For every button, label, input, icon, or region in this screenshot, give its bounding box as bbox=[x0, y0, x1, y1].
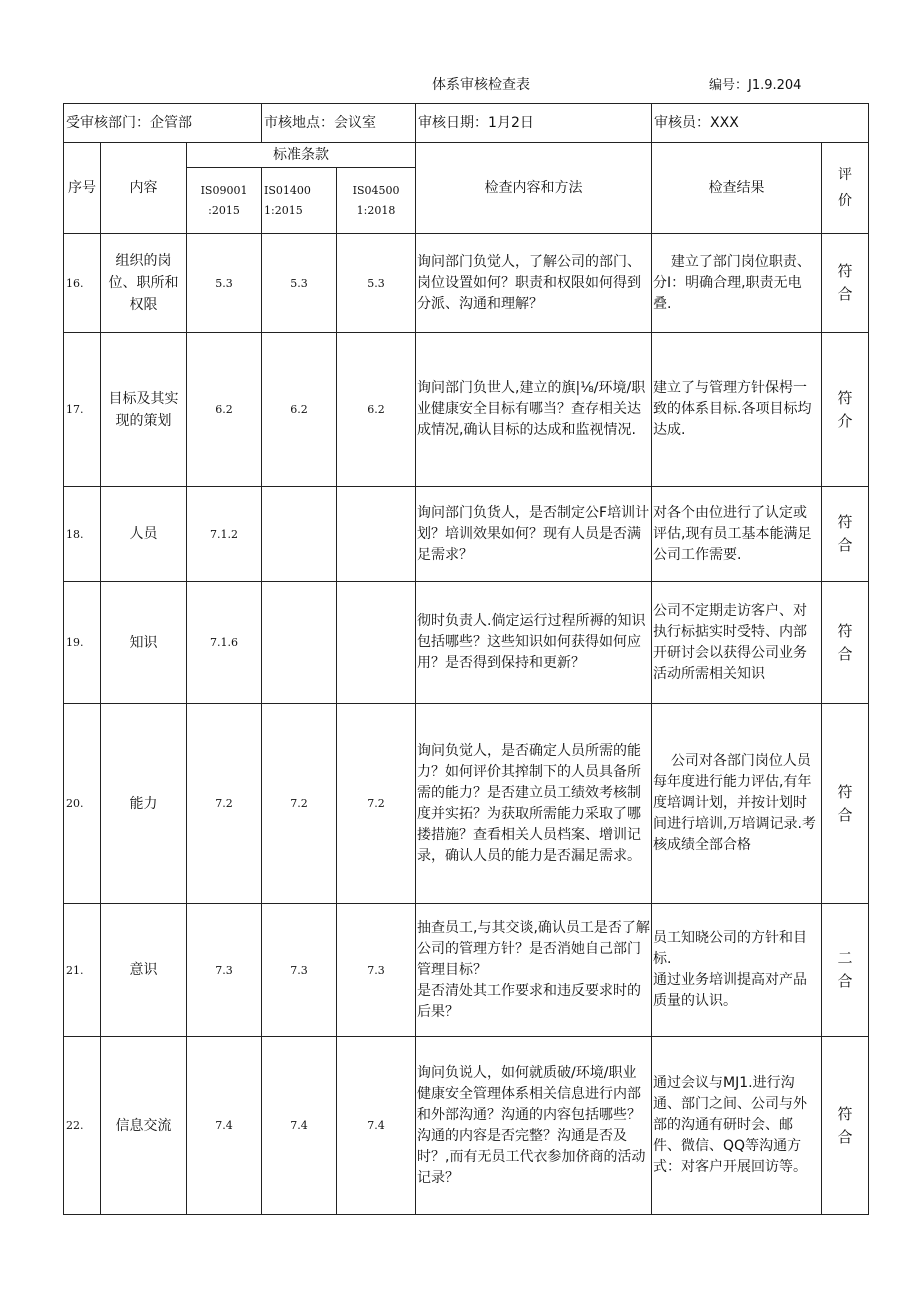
header-eval: 评 价 bbox=[822, 143, 869, 234]
audit-date: 审核日期：1月2日 bbox=[416, 104, 652, 143]
row-iso14001: 7.4 bbox=[262, 1037, 337, 1215]
row-result: 公司对各部门岗位人员每年度进行能力评估,有年度培调计划，并按计划时间进行培训,万培调记录.考核成绩全部合格 bbox=[652, 704, 822, 904]
table-row bbox=[64, 234, 869, 333]
header-iso45001: IS04500 1:2018 bbox=[337, 168, 416, 234]
auditor: 审核员：XXX bbox=[652, 104, 869, 143]
row-method: 询问部门负世人,建立的旗|⅛∕环境/职业健康安全目标有哪当？查存相关达成情况,确认目标的达成和监视情况. bbox=[416, 333, 652, 487]
row-iso14001: 5.3 bbox=[262, 234, 337, 333]
row-method: 询问负说人，如何就质破/环境/职业健康安全管理体系相关信息进行内部和外部沟通？沟通的内容包括哪些？沟通的内容是否完整？沟通是否及时？,而有无员工代衣参加侪商的活动记录？ bbox=[416, 1037, 652, 1215]
row-iso45001: 7.4 bbox=[337, 1037, 416, 1215]
row-iso9001: 7.2 bbox=[187, 704, 262, 904]
row-method: 抽查员工,与其交谈,确认员工是否了解公司的管理方针？是否消她自己部门管理目标？ 是否清处其工作要求和违反要求时的后果？ bbox=[416, 904, 652, 1037]
row-result: 对各个由位进行了认定或评估,现有员工基本能满足公司工作需要. bbox=[652, 487, 822, 582]
audit-checklist-table bbox=[63, 103, 869, 1215]
row-iso45001: 7.3 bbox=[337, 904, 416, 1037]
table-row bbox=[64, 1037, 869, 1215]
row-eval: 符 介 bbox=[822, 333, 869, 487]
header-standard: 标准条款 bbox=[187, 143, 416, 168]
row-iso14001: 7.2 bbox=[262, 704, 337, 904]
row-result: 通过会议与MJ1.进行沟通、部门之间、公司与外部的沟通有研时会、邮件、微信、QQ等沟通方式：对客户开展回访等。 bbox=[652, 1037, 822, 1215]
row-content: 信息交流 bbox=[101, 1037, 187, 1215]
row-result: 公司不定期走访客户、对执行标掂实时受特、内部开研讨会以获得公司业务活动所需相关知识 bbox=[652, 582, 822, 704]
table-row bbox=[64, 582, 869, 704]
page-title: 体系审核检查表 bbox=[432, 77, 530, 93]
row-method: 询问部门负货人，是否制定公F培训计划？培训效果如何？现有人员是否满足需求？ bbox=[416, 487, 652, 582]
row-seq: 18. bbox=[64, 487, 101, 582]
row-eval: 符 合 bbox=[822, 582, 869, 704]
row-iso45001: 6.2 bbox=[337, 333, 416, 487]
info-row bbox=[64, 104, 869, 143]
row-method: 彻时负责人.倘定运行过程所褥的知识包括哪些？这些知识如何获得如何应用？是否得到保持和更新？ bbox=[416, 582, 652, 704]
row-seq: 16. bbox=[64, 234, 101, 333]
row-result: 建立了部门岗位职责、分I：明确合理,职责无电叠. bbox=[652, 234, 822, 333]
table-row bbox=[64, 333, 869, 487]
row-iso9001: 6.2 bbox=[187, 333, 262, 487]
row-content: 知识 bbox=[101, 582, 187, 704]
row-iso45001: 5.3 bbox=[337, 234, 416, 333]
row-eval: 二 合 bbox=[822, 904, 869, 1037]
row-seq: 22. bbox=[64, 1037, 101, 1215]
header-iso9001: IS09001 :2015 bbox=[187, 168, 262, 234]
row-content: 组织的岗 位、职所和 权限 bbox=[101, 234, 187, 333]
row-result: 员工知晓公司的方针和目标. 通过业务培训提高对产品质量的认识。 bbox=[652, 904, 822, 1037]
row-eval: 符 合 bbox=[822, 487, 869, 582]
row-iso9001: 7.4 bbox=[187, 1037, 262, 1215]
row-iso9001: 7.1.6 bbox=[187, 582, 262, 704]
audit-location: 市核地点：会议室 bbox=[262, 104, 416, 143]
row-iso45001 bbox=[337, 582, 416, 704]
row-iso45001 bbox=[337, 487, 416, 582]
row-result: 建立了与管理方针保枵一致的体系目标.各项目标均达成. bbox=[652, 333, 822, 487]
row-seq: 20. bbox=[64, 704, 101, 904]
row-content: 目标及其实 现的策划 bbox=[101, 333, 187, 487]
table-row bbox=[64, 487, 869, 582]
row-iso45001: 7.2 bbox=[337, 704, 416, 904]
document-number: 编号：J1.9.204 bbox=[709, 78, 802, 93]
row-content: 人员 bbox=[101, 487, 187, 582]
audited-department: 受审核部门：企管部 bbox=[64, 104, 262, 143]
header-iso14001: IS01400 1:2015 bbox=[262, 168, 337, 234]
row-iso14001 bbox=[262, 582, 337, 704]
row-seq: 19. bbox=[64, 582, 101, 704]
row-iso14001: 6.2 bbox=[262, 333, 337, 487]
row-iso9001: 5.3 bbox=[187, 234, 262, 333]
row-iso14001: 7.3 bbox=[262, 904, 337, 1037]
row-content: 能力 bbox=[101, 704, 187, 904]
header-result: 检查结果 bbox=[652, 143, 822, 234]
row-iso14001 bbox=[262, 487, 337, 582]
table-row bbox=[64, 704, 869, 904]
row-eval: 符 合 bbox=[822, 234, 869, 333]
row-eval: 符 合 bbox=[822, 704, 869, 904]
header-method: 检查内容和方法 bbox=[416, 143, 652, 234]
row-method: 询问负觉人，是否确定人员所需的能力？如何评价其搾制下的人员具备所需的能力？是否建立员工绩效考核制度并实拓？为获取所需能力采取了哪搂措施？查看相关人员档案、增训记录，确认人员的能力是否漏足需求。 bbox=[416, 704, 652, 904]
header-row-1 bbox=[64, 143, 869, 168]
row-seq: 17. bbox=[64, 333, 101, 487]
row-method: 询问部门负觉人，了解公司的部门、岗位设置如何？职责和权限如何得到分派、沟通和理解？ bbox=[416, 234, 652, 333]
row-iso9001: 7.3 bbox=[187, 904, 262, 1037]
row-iso9001: 7.1.2 bbox=[187, 487, 262, 582]
row-seq: 21. bbox=[64, 904, 101, 1037]
header-content: 内容 bbox=[101, 143, 187, 234]
row-eval: 符 合 bbox=[822, 1037, 869, 1215]
header-seq: 序号 bbox=[64, 143, 101, 234]
row-content: 意识 bbox=[101, 904, 187, 1037]
table-row bbox=[64, 904, 869, 1037]
